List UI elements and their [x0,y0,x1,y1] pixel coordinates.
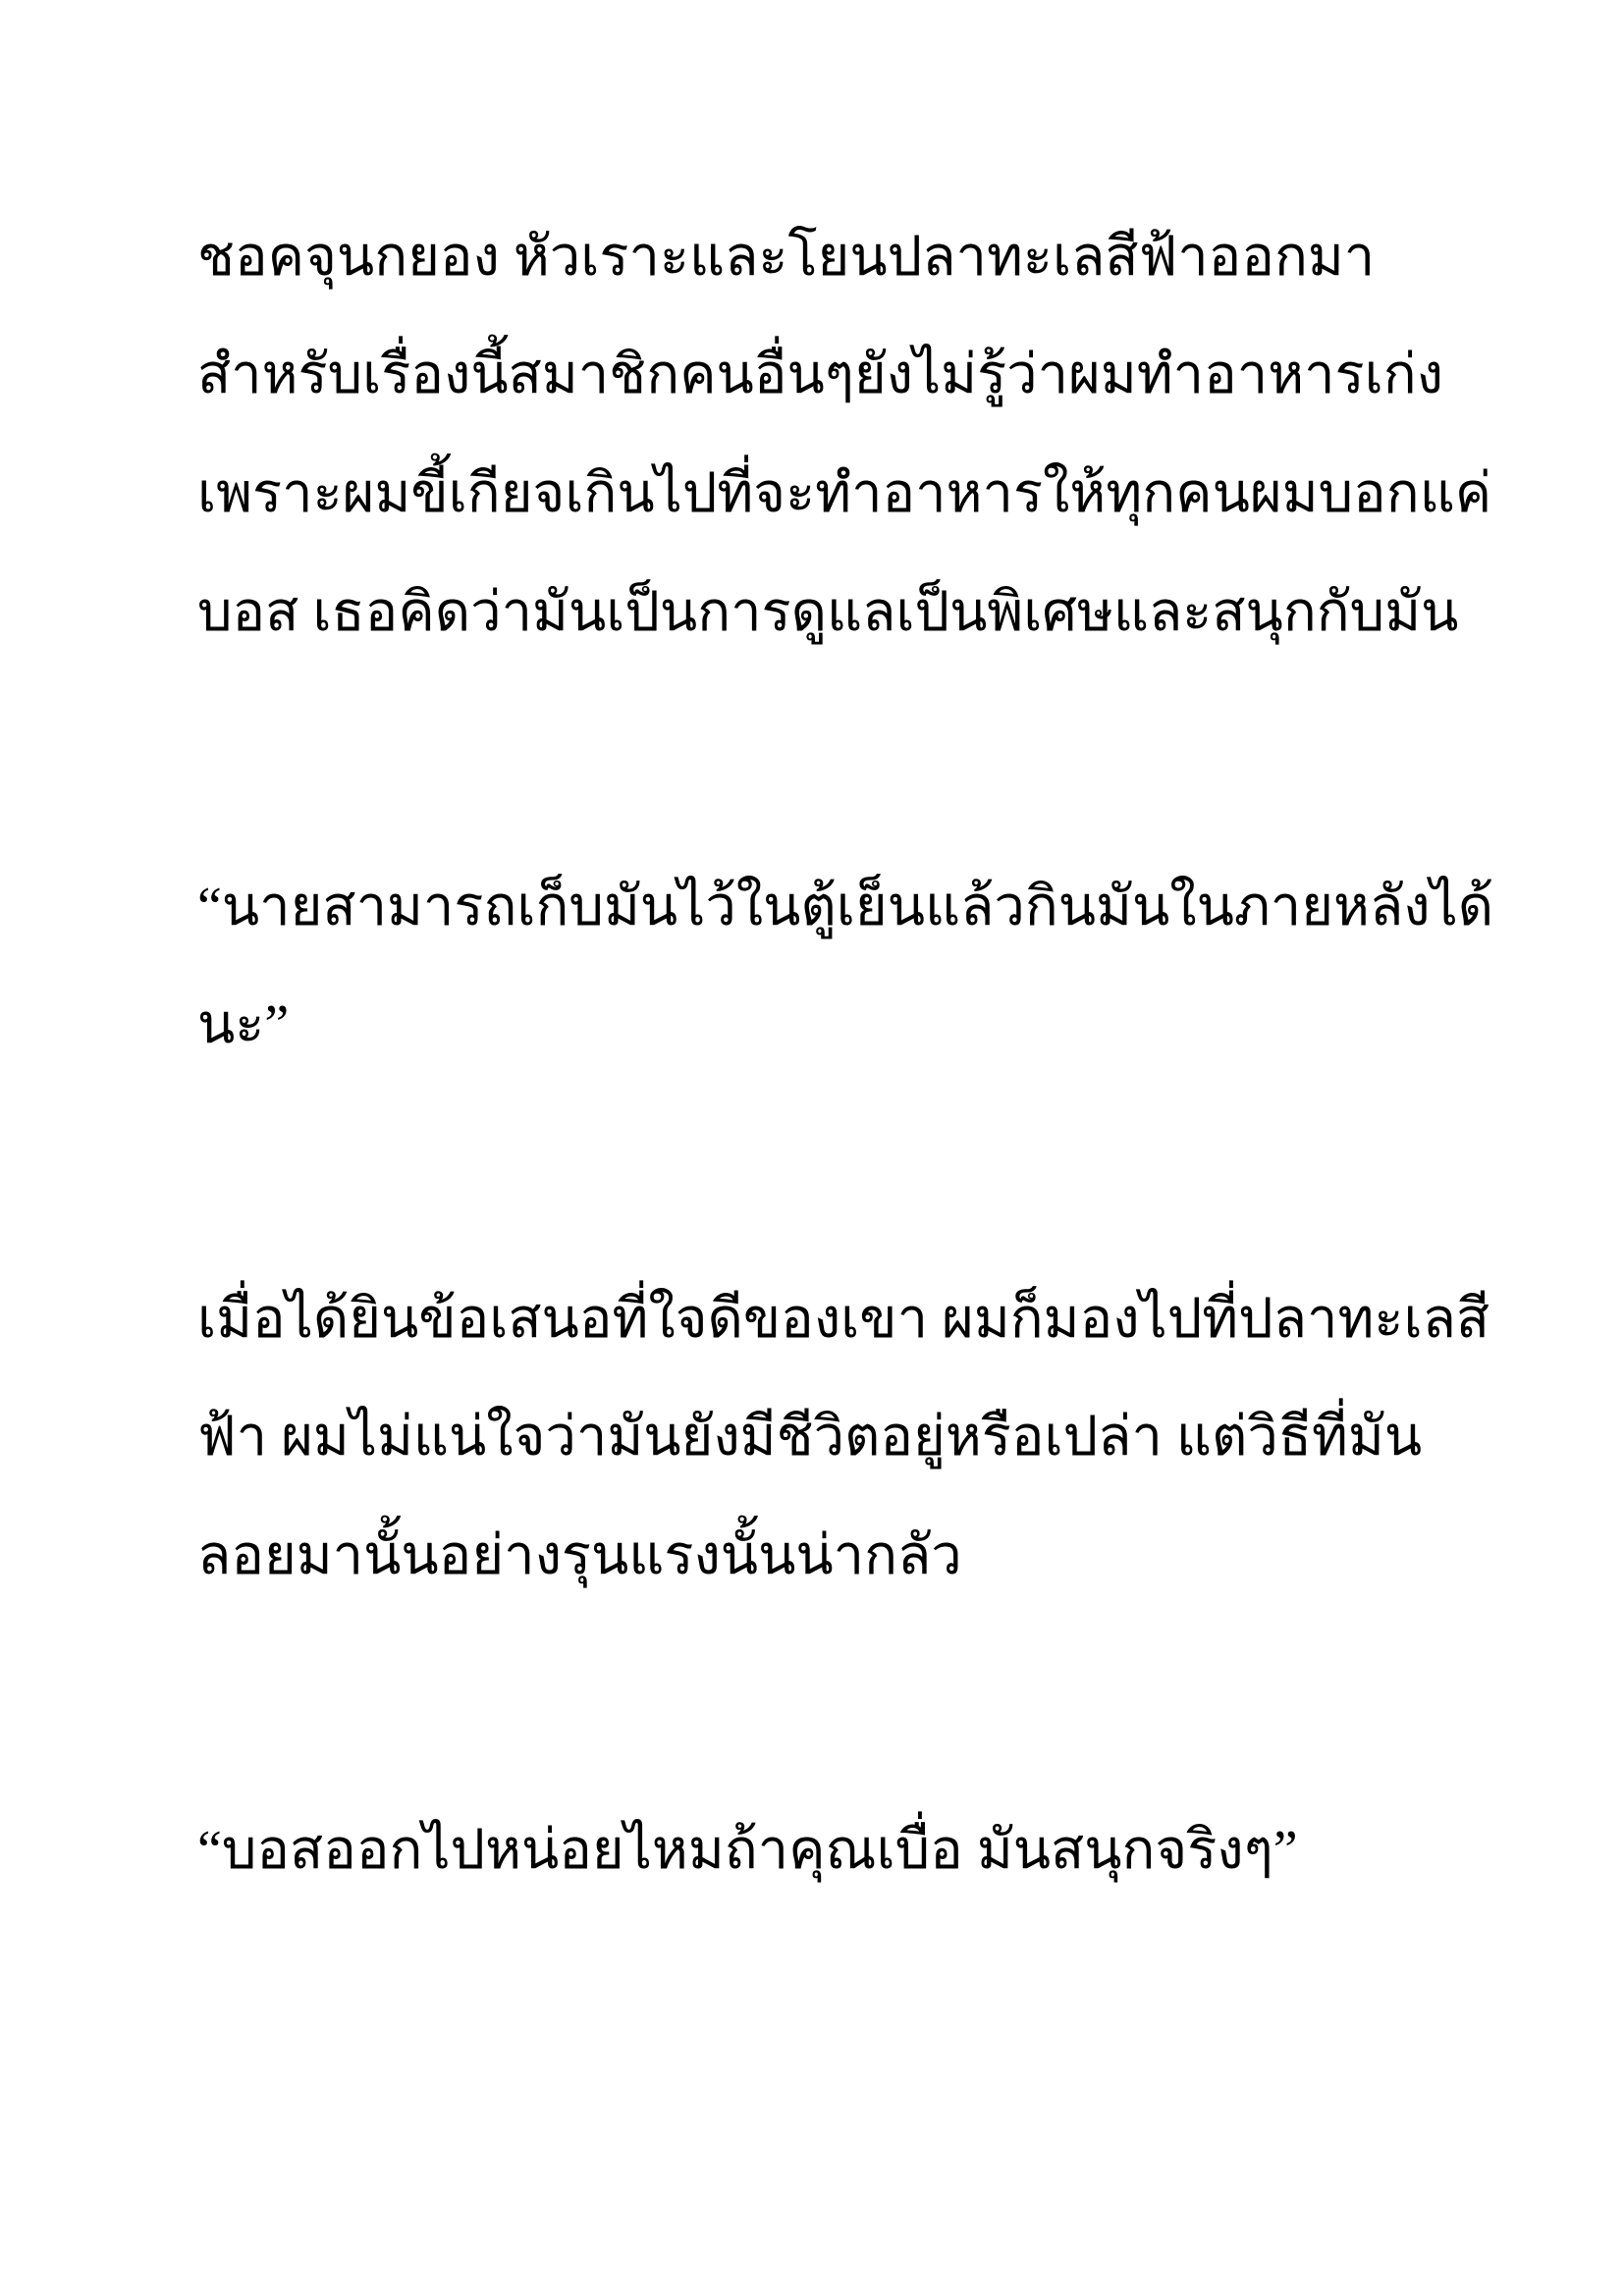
paragraph-line: เพราะผมขี้เกียจเกินไปที่จะทำอาหารให้ทุกคนผมบอกแค่ [197,463,1492,524]
paragraph-line: บอส เธอคิดว่ามันเป็นการดูแลเป็นพิเศษและสนุกกับมัน [197,582,1459,643]
paragraph-line: ลอยมานั้นอย่างรุนแรงนั้นน่ากลัว [197,1525,962,1586]
paragraph-line: เมื่อได้ยินข้อเสนอที่ใจดีของเขา ผมก็มองไปที่ปลาทะเลสี [197,1289,1490,1350]
paragraph-line: ชอคจุนกยอง หัวเราะและโยนปลาทะเลสีฟ้าออกมา [197,227,1376,288]
paragraph-line: ฟ้า ผมไม่แน่ใจว่ามันยังมีชีวิตอยู่หรือเปล่า แต่วิธีที่มัน [197,1407,1423,1468]
paragraph-line: “บอสออกไปหน่อยไหมถ้าคุณเบื่อ มันสนุกจริงๆ” [197,1820,1298,1881]
paragraph-line: นะ” [197,994,290,1055]
paragraph-line: สำหรับเรื่องนี้สมาชิกคนอื่นๆยังไม่รู้ว่าผมทำอาหารเก่ง [197,345,1444,405]
paragraph-line: “นายสามารถเก็บมันไว้ในตู้เย็นแล้วกินมันในภายหลังได้ [197,877,1494,937]
